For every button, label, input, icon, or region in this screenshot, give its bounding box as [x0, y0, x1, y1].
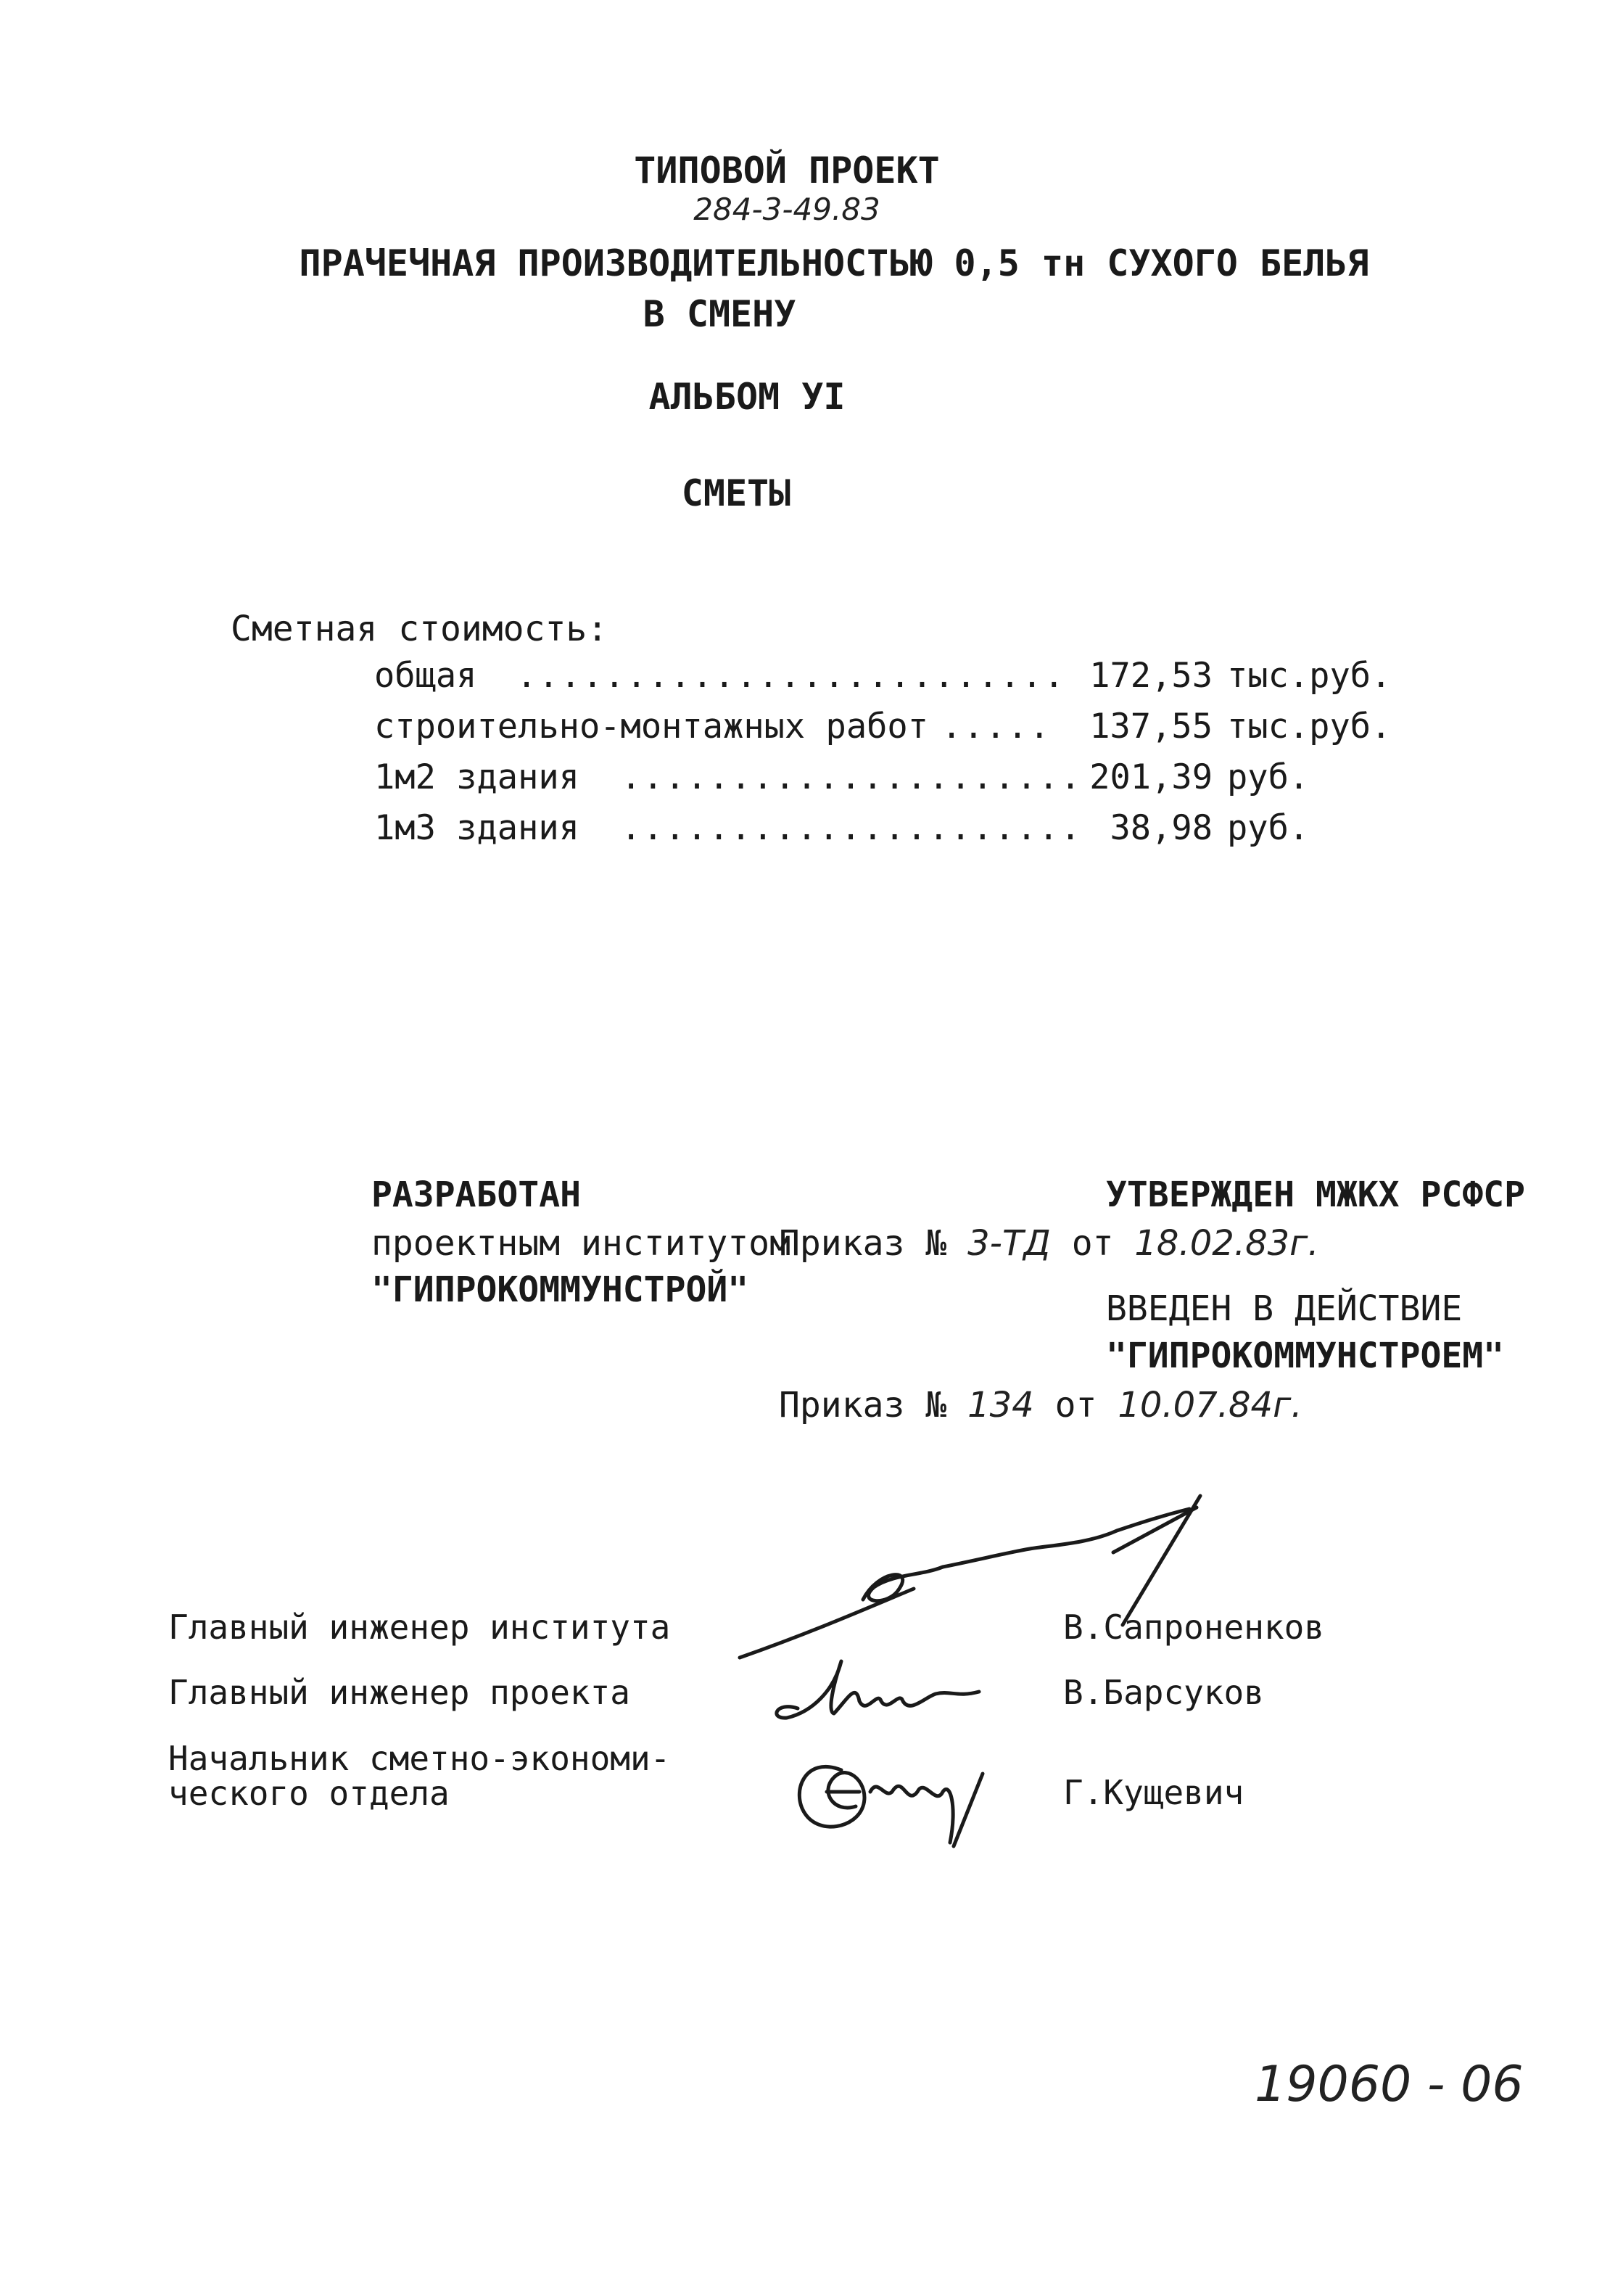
- document-type-title: ТИПОВОЙ ПРОЕКТ: [634, 149, 940, 192]
- cost-amount: 172,53: [1089, 656, 1213, 696]
- signatory-title: Начальник сметно-экономи- ческого отдела: [168, 1739, 671, 1814]
- album-number: АЛЬБОМ УI: [648, 376, 846, 418]
- leader-dots: .........................: [516, 656, 1066, 696]
- cost-unit: тыс.руб.: [1227, 656, 1392, 696]
- order-date: 18.02.83г.: [1134, 1223, 1319, 1264]
- signature-2: [777, 1661, 979, 1718]
- cost-unit: руб.: [1227, 808, 1310, 848]
- cost-amount: 137,55: [1089, 707, 1213, 746]
- section-title: СМЕТЫ: [681, 472, 791, 514]
- developer-heading: РАЗРАБОТАН: [371, 1174, 581, 1215]
- cost-label: общая: [374, 656, 477, 696]
- cost-unit: руб.: [1227, 757, 1310, 797]
- order-from: от: [1071, 1223, 1114, 1264]
- introduced-line-1: ВВЕДЕН В ДЕЙСТВИЕ: [1106, 1288, 1463, 1329]
- cost-heading: Сметная стоимость:: [231, 609, 608, 649]
- leader-dots: .....: [941, 707, 1052, 746]
- order-prefix: Приказ №: [779, 1385, 947, 1425]
- developer-line-1: проектным институтом: [371, 1223, 790, 1264]
- cost-amount: 38,98: [1110, 808, 1213, 848]
- order-from: от: [1054, 1385, 1097, 1425]
- signatory-title: Главный инженер института: [168, 1608, 671, 1647]
- cost-label: строительно-монтажных работ: [374, 707, 929, 746]
- approval-heading: УТВЕРЖДЕН МЖКХ РСФСР: [1106, 1174, 1525, 1215]
- signatory-name: В.Сапроненков: [1063, 1608, 1325, 1647]
- order-number: 134: [967, 1385, 1034, 1425]
- document-number: 19060 - 06: [1255, 2056, 1524, 2113]
- cost-label: 1м2 здания: [374, 757, 579, 797]
- signatory-name: В.Барсуков: [1063, 1673, 1264, 1712]
- signatory-name: Г.Кущевич: [1063, 1773, 1244, 1812]
- project-subject-line-2: В СМЕНУ: [643, 293, 796, 335]
- order-date: 10.07.84г.: [1118, 1385, 1302, 1425]
- cost-label: 1м3 здания: [374, 808, 579, 848]
- signature-3: [799, 1766, 983, 1846]
- order-prefix: Приказ №: [779, 1223, 947, 1264]
- introduced-line-2: "ГИПРОКОММУНСТРОЕМ": [1106, 1336, 1505, 1376]
- signature-1: [740, 1496, 1200, 1658]
- developer-institute-name: "ГИПРОКОММУНСТРОЙ": [371, 1270, 749, 1310]
- order-number: 3-ТД: [967, 1223, 1051, 1264]
- signatory-title: Главный инженер проекта: [168, 1673, 630, 1712]
- cost-amount: 201,39: [1089, 757, 1213, 797]
- leader-dots: .....................: [621, 808, 1083, 848]
- leader-dots: .....................: [621, 757, 1083, 797]
- cost-unit: тыс.руб.: [1227, 707, 1392, 746]
- project-subject-line-1: ПРАЧЕЧНАЯ ПРОИЗВОДИТЕЛЬНОСТЬЮ 0,5 тн СУХОГО БЕЛЬЯ: [299, 242, 1369, 284]
- project-code: 284-3-49.83: [693, 192, 880, 227]
